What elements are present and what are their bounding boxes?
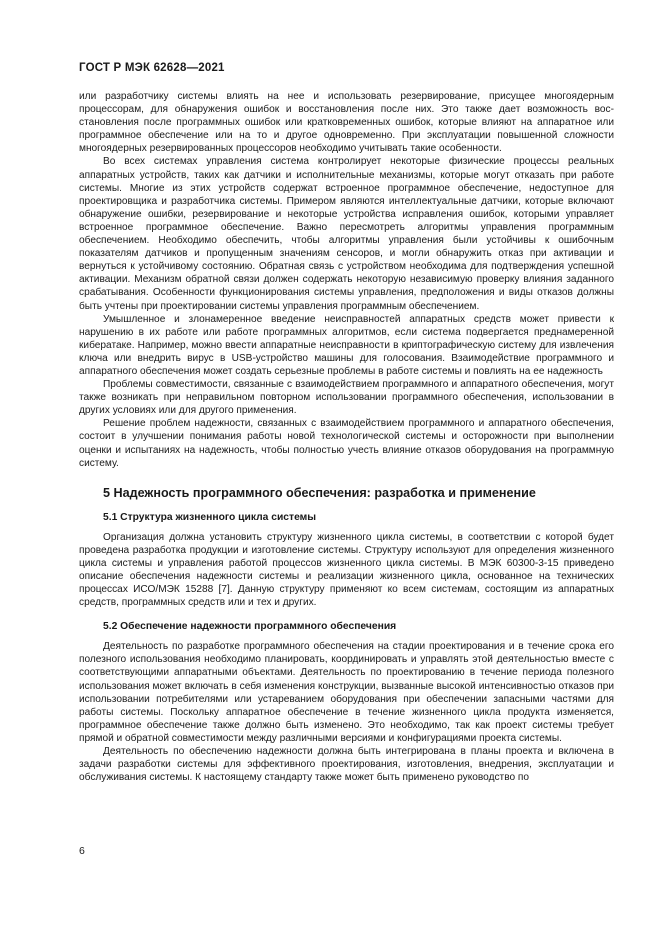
page-number: 6 bbox=[79, 845, 85, 857]
paragraph: Во всех системах управления система контролирует некоторые физические процессы реальных аппаратных устройств, таких как датчики и исполнительные механизмы, которые могут отказать при работе системы. Многие из этих устройств содержат встроенное программное обеспечение, недоступное для проектировщика и разработчика системы. Примером являются интеллектуальные датчики, которые включают обнаружение ошибки, резервирование и некоторые устройства исправления ошибок, которыми управляет встроенное программное обеспечение. Важно пересмотреть алгоритмы управления программным обеспечением. Необходимо обеспечить, чтобы алгоритмы управления были устойчивы к ошибочным показателям датчиков и пропущенным значениям сенсоров, и могли обнаружить отказ при активации и вернуться к устойчивому состоянию. Обратная связь с устройством необходима для подтверждения успешной активации. Механизм обратной связи должен содержать некоторую независимую проверку влияния заданного срабатывания. Особенности функционирования системы управления, предположения и виды отказов должны быть учтены при проектировании системы управления программным обеспечением. bbox=[79, 156, 614, 312]
intro-text-block bbox=[79, 90, 614, 470]
paragraph: или разработчику системы влиять на нее и использовать резервирование, присущее многоядерным процессорам, для обнаружения ошибок и восстановления после них. Это также дает возможность восстановления после программных ошибок или кратковременных ошибок, которые влияют на аппаратное или программное обеспечение или на то и другое одновременно. При эксплуатации повышенной сложности многоядерных резервированных процессоров необходимо учитывать такие особенности. bbox=[79, 91, 614, 155]
paragraph: Деятельность по разработке программного обеспечения на стадии проектирования и в течение срока его полезного использования необходимо планировать, координировать и управлять этой деятельностью вместе с соответствующими аппаратными объектами. Деятельность по проектированию в течение периода полезного использования может включать в себя изменения конструкции, вызванные высокой интенсивностью отказов при использовании потребителями или устареванием оборудования при обеспечении запасными частями для работы системы. Поскольку аппаратное обеспечение в течение жизненного цикла продукта изменяется, программное обеспечение также должно быть изменено. Это необходимо, так как проект системы требует прямой и обратной совместимости между различными версиями и конфигурациями проекта системы. bbox=[79, 641, 614, 744]
document-header: ГОСТ Р МЭК 62628—2021 bbox=[79, 62, 225, 74]
paragraph: Проблемы совместимости, связанные с взаимодействием программного и аппаратного обеспечения, могут также возникать при неправильном повторном использовании программного обеспечения, использовании в других условиях или для другого применения. bbox=[79, 379, 614, 417]
paragraph: Деятельность по обеспечению надежности должна быть интегрирована в планы проекта и включена в задачи разработки системы для эффективного проектирования, изготовления, внедрения, эксплуатации и обслуживания системы. К настоящему стандарту также может быть применено руководство по bbox=[79, 746, 614, 784]
paragraph: Умышленное и злонамеренное введение неисправностей аппаратных средств может привести к нарушению в их работе или работе программных алгоритмов, если система подвергается преднамеренной кибератаке. Например, можно ввести аппаратные неисправности в криптографическую систему для извлечения ключа или внедрить вирус в USB-устройство машины для голосования. Взаимодействие программного и аппаратного обеспечения может создать серьезные проблемы в работе системы и повлиять на ее надежность bbox=[79, 313, 614, 377]
paragraph: Решение проблем надежности, связанных с взаимодействием программного и аппаратного обеспечения, состоит в улучшении понимания работы новой технологической системы и осторожности при выполнении оценки и испытаниях на надежность, чтобы полностью учесть влияние отказов оборудования на программную систему. bbox=[79, 418, 614, 469]
section-heading: 5 Надежность программного обеспечения: разработка и применение bbox=[103, 485, 536, 500]
subsection-heading: 5.2 Обеспечение надежности программного обеспечения bbox=[103, 621, 397, 633]
subsection-heading: 5.1 Структура жизненного цикла системы bbox=[103, 511, 317, 523]
paragraph: Организация должна установить структуру жизненного цикла системы, в соответствии с которой будет проведена разработка продукции и изготовление системы. Структуру используют для определения жизненного цикла системы и управления работой процессов жизненного цикла системы. В МЭК 60300-3-15 приведено описание обеспечения надежности системы и реализации жизненного цикла, основанное на технических процессах ИСО/МЭК 15288 [7]. Данную структуру применяют ко всем системам, состоящим из аппаратных средств, программных средств или и тех и других. bbox=[79, 531, 614, 609]
